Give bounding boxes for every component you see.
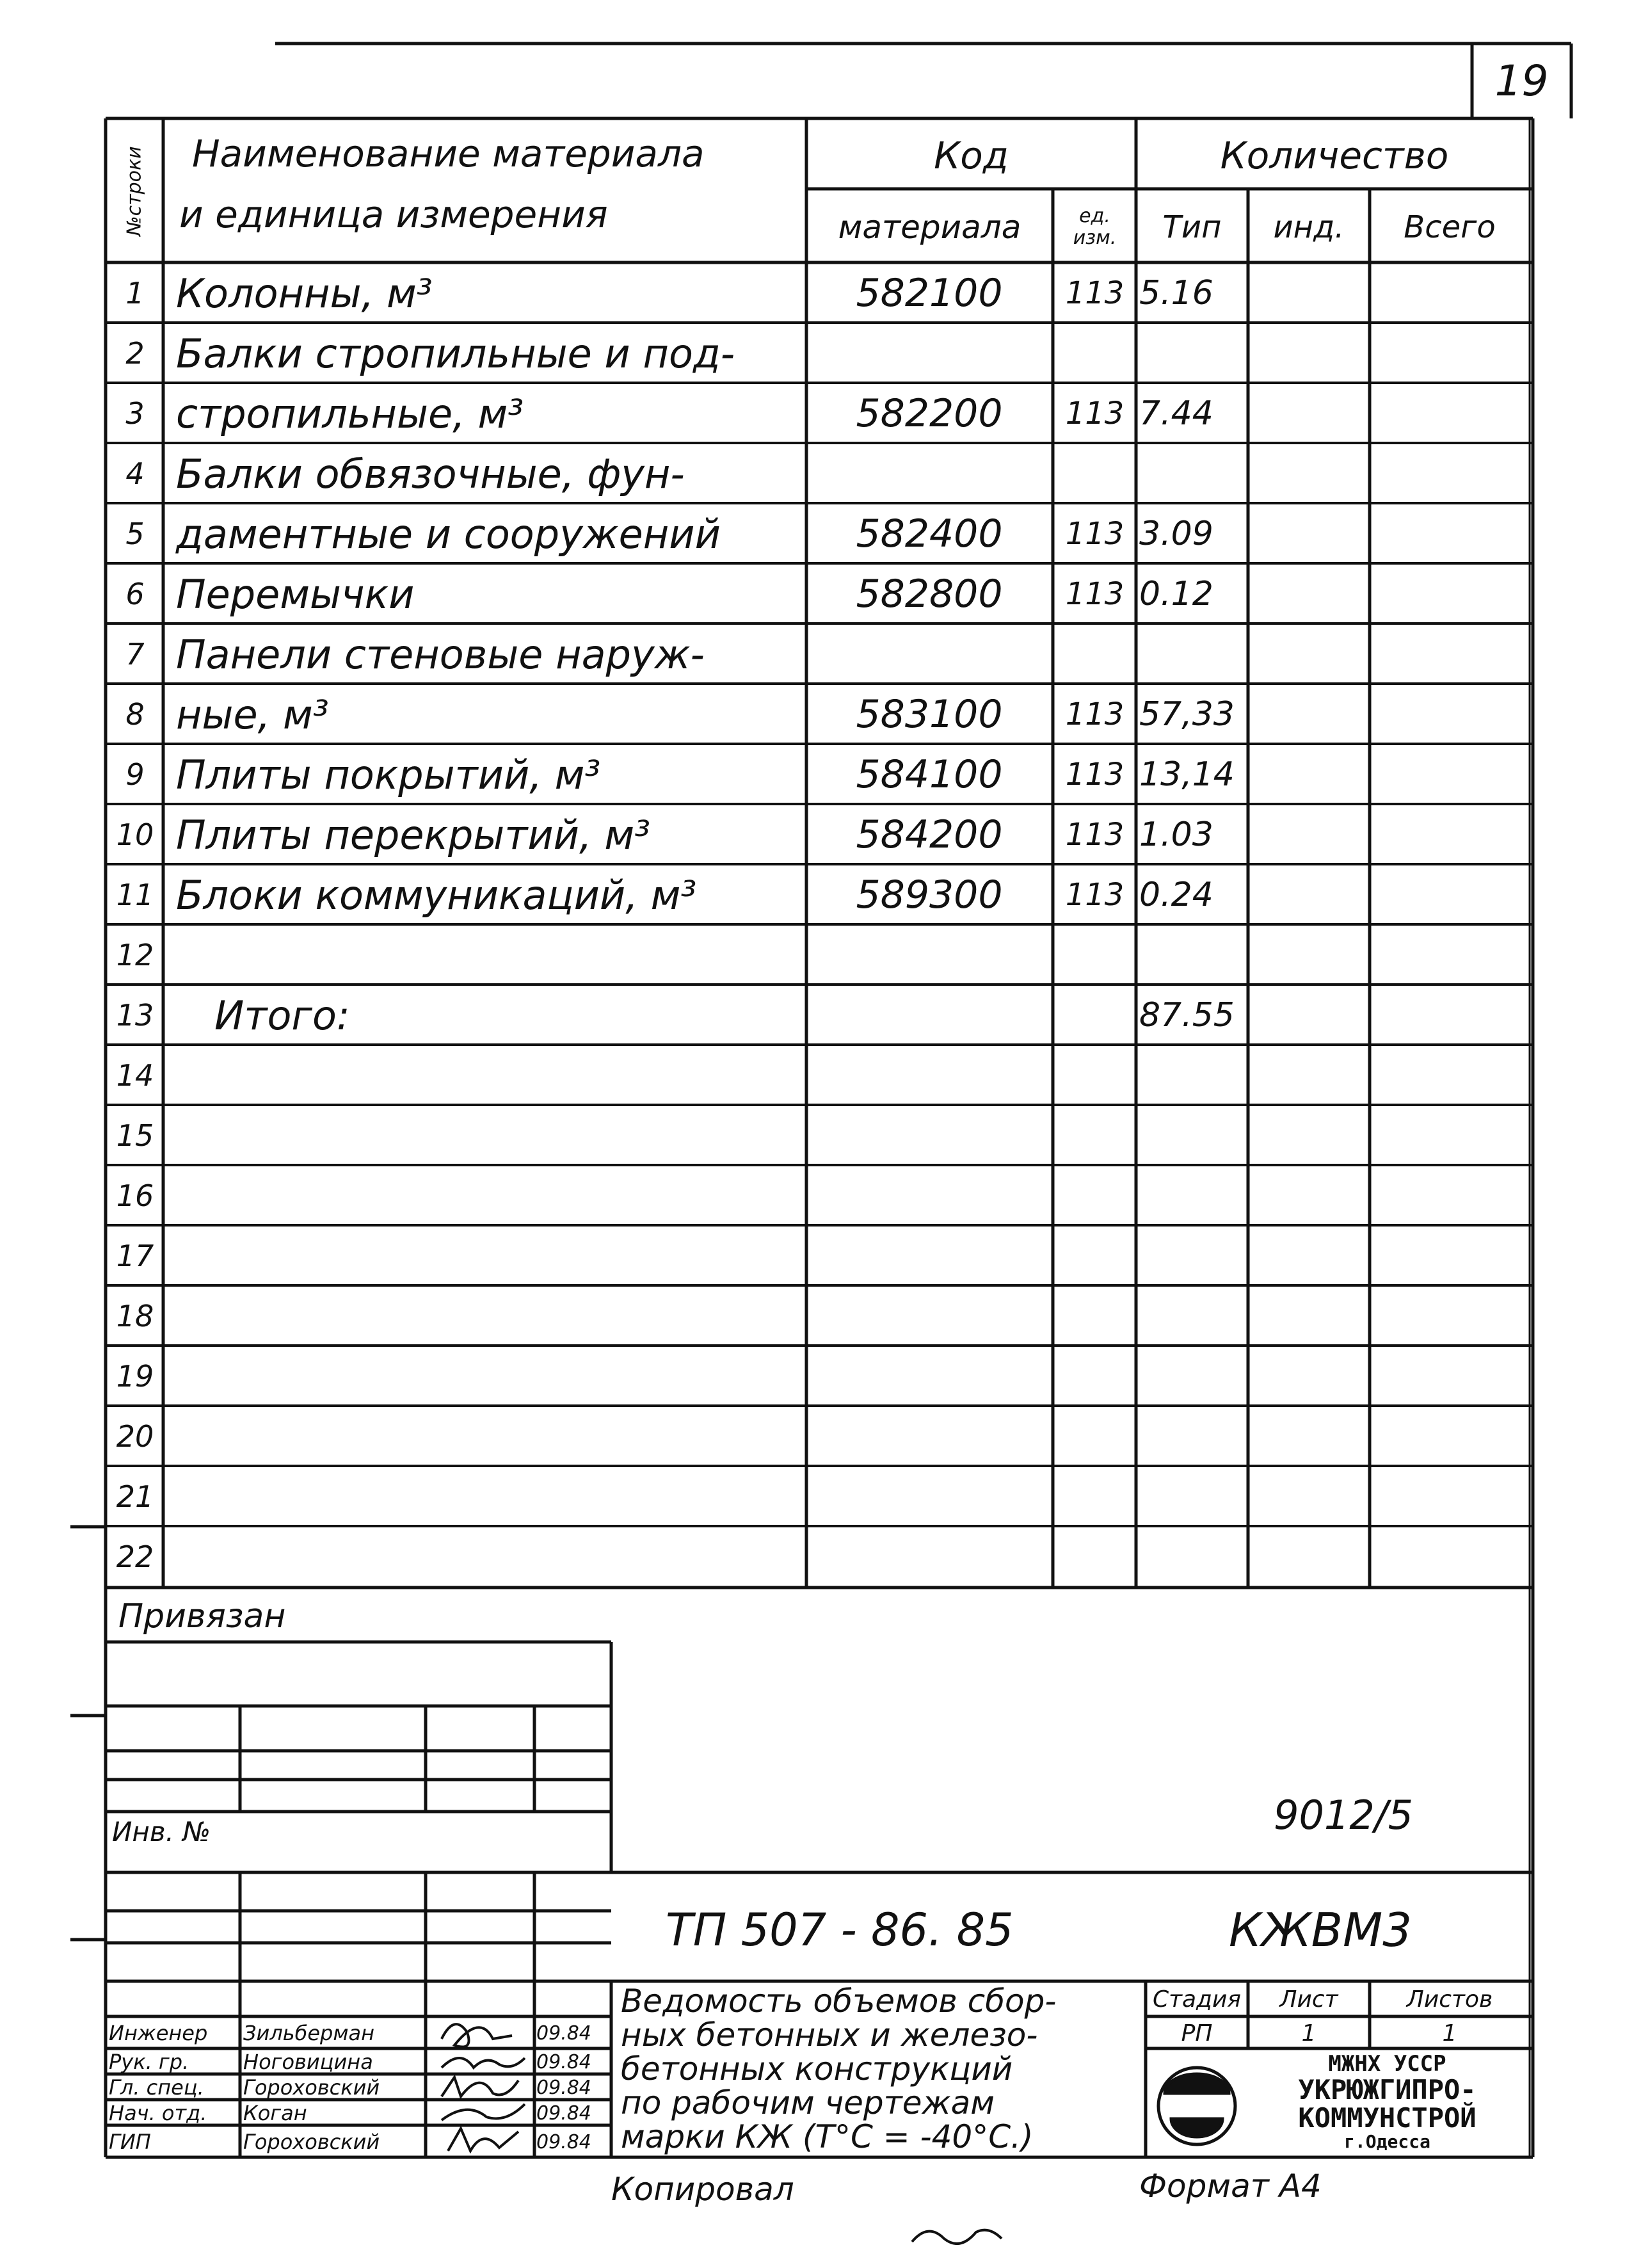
row-number: 21 xyxy=(116,1479,154,1514)
header-code: Код xyxy=(934,133,1009,177)
row-name xyxy=(176,1408,803,1465)
row-name: Плиты покрытий, м³ xyxy=(176,751,601,798)
row-name: даментные и сооружений xyxy=(176,510,721,558)
row-number: 9 xyxy=(125,757,145,792)
row-type: 0.12 xyxy=(1139,575,1213,613)
row-code xyxy=(808,1107,1051,1164)
row-unit xyxy=(1055,1228,1135,1284)
row-code xyxy=(808,1468,1051,1525)
header-qty-type: Тип xyxy=(1162,209,1222,245)
row-code: 582400 xyxy=(856,511,1003,556)
row-type: 1.03 xyxy=(1139,816,1213,854)
description-line: марки КЖ (T°C = -40°C.) xyxy=(621,2118,1034,2155)
row-name: Перемычки xyxy=(176,570,415,618)
header-quantity: Количество xyxy=(1220,133,1449,177)
row-unit xyxy=(1055,1529,1135,1585)
row-type xyxy=(1139,1468,1247,1525)
copied-label: Копировал xyxy=(611,2171,794,2208)
row-unit xyxy=(1055,446,1135,502)
row-unit: 113 xyxy=(1065,817,1125,853)
row-code: 584100 xyxy=(856,752,1003,797)
description-line: Ведомость объемов сбор- xyxy=(621,1982,1057,2020)
row-code: 582200 xyxy=(856,391,1003,436)
row-type xyxy=(1139,1047,1247,1104)
row-code xyxy=(808,987,1051,1043)
row-name: Колонны, м³ xyxy=(176,269,433,317)
row-unit: 113 xyxy=(1065,696,1125,732)
row-name: Панели стеновые наруж- xyxy=(176,631,705,678)
row-number: 12 xyxy=(116,938,154,972)
row-unit xyxy=(1055,987,1135,1043)
row-name xyxy=(176,1228,803,1284)
signature-date: 09.84 xyxy=(536,2076,591,2099)
row-unit: 113 xyxy=(1065,396,1125,431)
header-row-no-cell xyxy=(108,122,161,260)
row-code: 589300 xyxy=(856,873,1003,917)
signature-role: Инженер xyxy=(109,2021,208,2045)
row-number: 13 xyxy=(116,998,154,1033)
attached-label: Привязан xyxy=(118,1597,286,1636)
row-unit xyxy=(1055,1107,1135,1164)
row-number: 6 xyxy=(125,577,145,611)
row-unit xyxy=(1055,626,1135,682)
row-code xyxy=(808,1228,1051,1284)
row-code xyxy=(808,927,1051,983)
row-code xyxy=(808,1348,1051,1404)
row-type xyxy=(1139,1529,1247,1585)
description-line: ных бетонных и железо- xyxy=(621,2016,1038,2054)
row-name: Балки стропильные и под- xyxy=(176,330,735,377)
row-number: 8 xyxy=(125,697,145,732)
signature-role: Нач. отд. xyxy=(109,2101,207,2125)
sheets-value: 1 xyxy=(1442,2020,1457,2047)
stage-value: РП xyxy=(1181,2020,1213,2047)
row-number: 2 xyxy=(125,336,145,371)
row-type: 0.24 xyxy=(1139,876,1213,914)
sheet-number: 19 xyxy=(1494,56,1549,106)
header-qty-ind: инд. xyxy=(1273,209,1345,245)
inv-label: Инв. № xyxy=(112,1815,211,1847)
signature-role: Гл. спец. xyxy=(109,2075,204,2100)
row-code xyxy=(808,1408,1051,1465)
signature-role: ГИП xyxy=(109,2130,151,2154)
organization xyxy=(1245,2052,1530,2151)
signature-name: Гороховский xyxy=(243,2130,380,2154)
row-unit xyxy=(1055,927,1135,983)
sheets-label: Листов xyxy=(1406,1986,1493,2013)
row-number: 20 xyxy=(116,1419,154,1454)
row-unit: 113 xyxy=(1065,576,1125,612)
description-line: по рабочим чертежам xyxy=(621,2084,995,2121)
row-type: 13,14 xyxy=(1139,755,1235,794)
row-number: 14 xyxy=(116,1058,154,1093)
description xyxy=(621,1984,1142,2154)
row-unit: 113 xyxy=(1065,275,1125,311)
row-type xyxy=(1139,1228,1247,1284)
row-unit xyxy=(1055,1348,1135,1404)
row-type xyxy=(1139,1408,1247,1465)
header-name-line1: Наименование материала xyxy=(192,132,705,175)
row-name xyxy=(176,1047,803,1104)
description-line: бетонных конструкций xyxy=(621,2050,1013,2087)
row-type xyxy=(1139,927,1247,983)
row-type: 3.09 xyxy=(1139,515,1213,553)
row-number: 1 xyxy=(125,276,145,310)
row-number: 17 xyxy=(116,1239,154,1273)
row-number: 16 xyxy=(116,1178,154,1213)
row-number: 11 xyxy=(116,878,154,912)
row-name xyxy=(176,1348,803,1404)
row-name: Балки обвязочные, фун- xyxy=(176,450,685,497)
row-unit: 113 xyxy=(1065,757,1125,792)
row-code: 584200 xyxy=(856,812,1003,857)
row-name xyxy=(176,1168,803,1224)
row-number: 7 xyxy=(125,637,145,672)
row-name: Блоки коммуникаций, м³ xyxy=(176,871,697,919)
signature-name: Гороховский xyxy=(243,2075,380,2100)
signature-date: 09.84 xyxy=(536,2102,591,2125)
row-code: 582100 xyxy=(856,271,1003,316)
row-name xyxy=(176,1107,803,1164)
row-number: 10 xyxy=(116,817,154,852)
row-code xyxy=(808,1288,1051,1344)
row-code: 582800 xyxy=(856,572,1003,616)
row-code: 583100 xyxy=(856,692,1003,737)
row-type: 7.44 xyxy=(1139,394,1213,433)
row-code xyxy=(808,1047,1051,1104)
org-line: КОММУНСТРОЙ xyxy=(1298,2102,1477,2134)
row-type: 5.16 xyxy=(1139,274,1213,312)
row-type xyxy=(1139,626,1247,682)
row-name: Плиты перекрытий, м³ xyxy=(176,811,651,858)
row-unit xyxy=(1055,1168,1135,1224)
row-type xyxy=(1139,1288,1247,1344)
row-code xyxy=(808,1529,1051,1585)
row-type: 87.55 xyxy=(1139,996,1235,1034)
row-number: 5 xyxy=(125,517,145,551)
signature-name: Зильберман xyxy=(243,2021,375,2045)
row-name: стропильные, м³ xyxy=(176,390,524,437)
row-code xyxy=(808,1168,1051,1224)
row-unit xyxy=(1055,1408,1135,1465)
project-code: ТП 507 - 86. 85 xyxy=(666,1904,1014,1956)
header-code-material: материала xyxy=(838,209,1021,246)
row-code xyxy=(808,446,1051,502)
row-name xyxy=(176,1529,803,1585)
row-unit xyxy=(1055,325,1135,382)
row-type xyxy=(1139,1107,1247,1164)
row-name xyxy=(176,927,803,983)
row-unit xyxy=(1055,1468,1135,1525)
row-code xyxy=(808,626,1051,682)
signature-date: 09.84 xyxy=(536,2050,591,2073)
row-unit xyxy=(1055,1047,1135,1104)
doc-number: 9012/5 xyxy=(1274,1791,1414,1838)
signature-date: 09.84 xyxy=(536,2022,591,2045)
drawing-mark: КЖВМ3 xyxy=(1229,1903,1412,1957)
org-logo-shape xyxy=(1158,2068,1235,2144)
header-row-no: №строки xyxy=(123,145,146,236)
row-number: 3 xyxy=(125,396,145,431)
header-name-line2: и единица измерения xyxy=(179,193,608,236)
header-qty-total: Всего xyxy=(1404,209,1496,245)
row-type xyxy=(1139,446,1247,502)
row-type xyxy=(1139,1348,1247,1404)
row-type xyxy=(1139,1168,1247,1224)
sheet-label: Лист xyxy=(1279,1986,1338,2013)
format-label: Формат А4 xyxy=(1139,2167,1322,2205)
row-name: ные, м³ xyxy=(176,691,329,738)
signature-role: Рук. гр. xyxy=(109,2050,189,2074)
row-name: Итого: xyxy=(214,992,350,1039)
row-number: 22 xyxy=(116,1540,154,1574)
row-type: 57,33 xyxy=(1139,695,1235,734)
org-line: г.Одесса xyxy=(1344,2131,1430,2152)
signature-name: Ноговицина xyxy=(243,2050,373,2074)
row-number: 18 xyxy=(116,1299,154,1333)
stage-label: Стадия xyxy=(1152,1986,1242,2013)
sheet-value: 1 xyxy=(1301,2020,1317,2047)
row-number: 19 xyxy=(116,1359,154,1394)
row-type xyxy=(1139,325,1247,382)
row-number: 4 xyxy=(125,456,145,491)
signature-date: 09.84 xyxy=(536,2130,591,2153)
row-unit: 113 xyxy=(1065,516,1125,552)
row-number: 15 xyxy=(116,1118,154,1153)
row-code xyxy=(808,325,1051,382)
row-name xyxy=(176,1468,803,1525)
row-unit xyxy=(1055,1288,1135,1344)
signature-name: Коган xyxy=(243,2101,307,2125)
row-name xyxy=(176,1288,803,1344)
org-line: УКРЮЖГИПРО- xyxy=(1298,2074,1477,2105)
org-line: МЖНХ УССР xyxy=(1328,2051,1446,2077)
row-unit: 113 xyxy=(1065,877,1125,913)
header-code-unit: ед. изм. xyxy=(1073,205,1117,249)
